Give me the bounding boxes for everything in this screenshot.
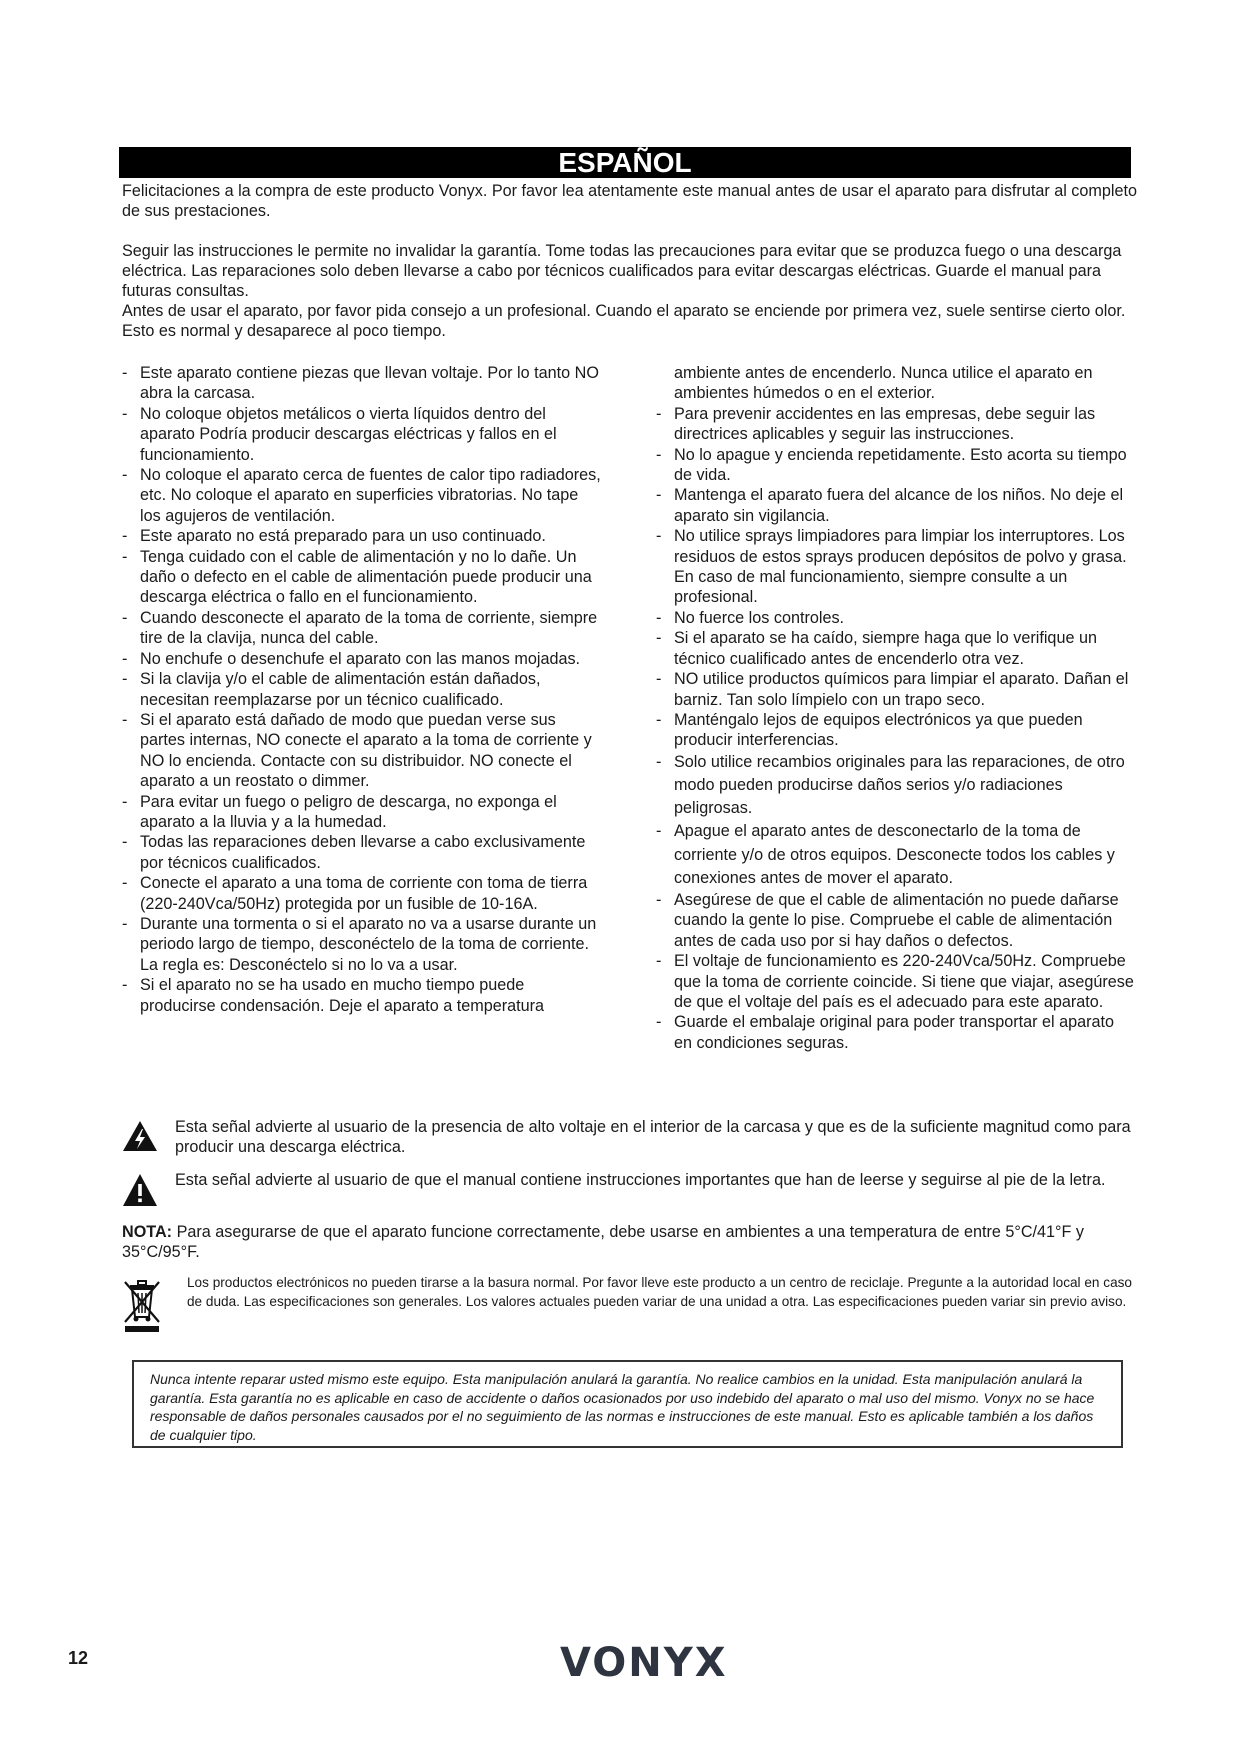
list-item: - Si el aparato no se ha usado en mucho tiempo puede producirse condensación. Deje el aparato a temperatura	[122, 976, 545, 1015]
list-item: - Para evitar un fuego o peligro de descarga, no exponga el aparato a la lluvia y a la humedad.	[122, 792, 557, 831]
note-label: NOTA:	[122, 1223, 173, 1241]
bullet-dash: -	[656, 952, 662, 971]
list-item: - Apague el aparato antes de desconectarlo de la toma de corriente y/o de otros equipos. Desconecte todos los cables y conexiones antes de mover el aparato.	[656, 822, 1115, 887]
list-item: - Asegúrese de que el cable de alimentación no puede dañarse cuando la gente lo pise. Compruebe el cable de alimentación antes de cada uso por si hay daños o defectos.	[656, 890, 1119, 950]
bullet-dash: -	[122, 649, 128, 668]
bullet-dash: -	[656, 710, 662, 729]
bullet-dash: -	[656, 890, 662, 909]
list-item: - No utilice sprays limpiadores para limpiar los interruptores. Los residuos de estos sprays producen depósitos de polvo y grasa. En caso de mal funcionamiento, siempre consulte a un profesional.	[656, 527, 1127, 607]
bullet-dash: -	[122, 833, 128, 852]
bullet-dash: -	[656, 629, 662, 648]
weee-crossed-bin-icon	[122, 1277, 162, 1333]
bullet-dash: -	[122, 874, 128, 893]
bullet-dash: -	[122, 608, 128, 627]
bullet-dash: -	[656, 822, 662, 841]
warranty-disclaimer-box	[132, 1360, 1123, 1448]
list-item: - No coloque objetos metálicos o vierta líquidos dentro del aparato Podría producir descargas eléctricas y fallos en el funcionamiento.	[122, 404, 557, 464]
section-title: ESPAÑOL	[119, 147, 1131, 178]
recycling-text: Los productos electrónicos no pueden tirarse a la basura normal. Por favor lleve este producto a un centro de reciclaje. Pregunte a la autoridad local en caso de duda. Las especificaciones son generales. Los valores actuales pueden variar de una unidad a otra. Las especificaciones pueden variar sin previo aviso.	[187, 1275, 1132, 1309]
list-item: - Si el aparato se ha caído, siempre haga que lo verifique un técnico cualificado antes de encenderlo otra vez.	[656, 629, 1097, 668]
list-item: - Solo utilice recambios originales para las reparaciones, de otro modo pueden producirse daños serios y/o radiaciones peligrosas.	[656, 752, 1125, 818]
list-item: - Este aparato no está preparado para un uso continuado.	[122, 527, 546, 546]
bullet-dash: -	[656, 752, 662, 771]
page-number: 12	[68, 1648, 89, 1668]
list-item: - Mantenga el aparato fuera del alcance de los niños. No deje el aparato sin vigilancia.	[656, 486, 1124, 525]
bullet-dash: -	[656, 527, 662, 546]
lightning-warning-icon	[122, 1120, 158, 1152]
safety-list-right	[656, 363, 1134, 1053]
temperature-note	[122, 1222, 1132, 1262]
bullet-dash: -	[656, 445, 662, 464]
list-item: - No lo apague y encienda repetidamente. Esto acorta su tiempo de vida.	[656, 445, 1127, 485]
list-item: - NO utilice productos químicos para limpiar el aparato. Dañan el barniz. Tan solo límpielo con un trapo seco.	[656, 670, 1129, 709]
intro-advice-text: Antes de usar el aparato, por favor pida consejo a un profesional. Cuando el aparato se enciende por primera vez, suele sentirse cierto olor. Esto es normal y desaparece al poco tiempo.	[122, 302, 1126, 340]
bullet-dash: -	[122, 547, 128, 566]
logo-text: VONYX	[560, 1640, 728, 1682]
exclamation-warning-icon	[122, 1173, 158, 1207]
recycling-notice	[122, 1273, 1132, 1311]
intro-warranty-text: Seguir las instrucciones le permite no invalidar la garantía. Tome todas las precauciones para evitar que se produzca fuego o una descarga eléctrica. Las reparaciones solo deben llevarse a cabo por técnicos cualificados para evitar descargas eléctricas. Guarde el manual para futuras consultas.	[122, 242, 1122, 300]
bullet-dash: -	[122, 364, 128, 382]
bullet-dash: -	[122, 710, 128, 729]
bullet-dash: -	[656, 1013, 662, 1032]
list-item: - Para prevenir accidentes en las empresas, debe seguir las directrices aplicables y seguir las instrucciones.	[656, 404, 1096, 444]
list-item: - No coloque el aparato cerca de fuentes de calor tipo radiadores, etc. No coloque el aparato en superficies vibratorias. No tape los agujeros de ventilación.	[122, 466, 601, 525]
instructions-warning	[122, 1170, 1132, 1190]
list-item: - Cuando desconecte el aparato de la toma de corriente, siempre tire de la clavija, nunca del cable.	[122, 608, 598, 648]
disclaimer-text: Nunca intente reparar usted mismo este equipo. Esta manipulación anulará la garantía. No realice cambios en la unidad. Esta manipulación anulará la garantía. Esta garantía no es aplicable en caso de accidente o daños ocasionados por uso indebido del aparato o mal uso del mismo. Vonyx no se hace responsable de daños personales causados por el no seguimiento de las normas e instrucciones de este manual. Esto es aplicable también a los daños de cualquier tipo.	[150, 1371, 1095, 1443]
note-text: Para asegurarse de que el aparato funcione correctamente, debe usarse en ambientes a una temperatura de entre 5°C/41°F y 35°C/95°F.	[122, 1223, 1084, 1261]
list-item: - El voltaje de funcionamiento es 220-240Vca/50Hz. Compruebe que la toma de corriente coincide. Si tiene que viajar, asegúrese de que el voltaje del país es el adecuado para este aparato.	[656, 952, 1134, 1011]
bullet-dash: -	[122, 466, 128, 485]
bullet-dash: -	[656, 608, 662, 627]
list-item: - Este aparato contiene piezas que llevan voltaje. Por lo tanto NO abra la carcasa.	[122, 364, 599, 403]
list-item: - Guarde el embalaje original para poder transportar el aparato en condiciones seguras.	[656, 1013, 1115, 1052]
bullet-dash: -	[122, 527, 128, 546]
list-item: - Durante una tormenta o si el aparato no va a usarse durante un periodo largo de tiempo, desconéctelo de la toma de corriente. La regla es: Desconéctelo si no lo va a usar.	[122, 914, 597, 974]
intro-paragraph-1: Felicitaciones a la compra de este producto Vonyx. Por favor lea atentamente este manual antes de usar el aparato para disfrutar al completo de sus prestaciones.	[122, 182, 1137, 220]
instructions-warning-text: Esta señal advierte al usuario de que el manual contiene instrucciones importantes que han de leerse y seguirse al pie de la letra.	[175, 1171, 1106, 1189]
high-voltage-warning-text: Esta señal advierte al usuario de la presencia de alto voltaje en el interior de la carcasa y que es de la suficiente magnitud como para producir una descarga eléctrica.	[175, 1118, 1131, 1156]
list-item: - Tenga cuidado con el cable de alimentación y no lo dañe. Un daño o defecto en el cable de alimentación puede producir una descarga eléctrica o fallo en el funcionamiento.	[122, 547, 592, 607]
bullet-dash: -	[122, 914, 128, 933]
vonyx-logo	[560, 1640, 740, 1682]
bullet-dash: -	[122, 976, 128, 995]
safety-list-left	[122, 363, 602, 1016]
bullet-dash: -	[122, 792, 128, 811]
bullet-dash: -	[122, 404, 128, 423]
high-voltage-warning	[122, 1117, 1132, 1157]
list-item: - Todas las reparaciones deben llevarse a cabo exclusivamente por técnicos cualificados.	[122, 833, 586, 872]
list-item-continuation: ambiente antes de encenderlo. Nunca utilice el aparato en ambientes húmedos o en el exterior.	[674, 364, 1093, 403]
bullet-dash: -	[122, 670, 128, 689]
bullet-dash: -	[656, 670, 662, 689]
list-item: - No enchufe o desenchufe el aparato con las manos mojadas.	[122, 649, 581, 668]
list-item: - No fuerce los controles.	[656, 608, 845, 627]
bullet-dash: -	[656, 486, 662, 505]
list-item: - Conecte el aparato a una toma de corriente con toma de tierra (220-240Vca/50Hz) protegida por un fusible de 10-16A.	[122, 874, 588, 913]
bullet-dash: -	[656, 404, 662, 423]
intro-paragraph-2	[122, 241, 1137, 341]
list-item: - Si el aparato está dañado de modo que puedan verse sus partes internas, NO conecte el aparato a la toma de corriente y NO lo encienda. Contacte con su distribuidor. NO conecte el aparato a un reostato o dimmer.	[122, 710, 592, 791]
list-item: - Manténgalo lejos de equipos electrónicos ya que pueden producir interferencias.	[656, 710, 1083, 750]
list-item: - Si la clavija y/o el cable de alimentación están dañados, necesitan reemplazarse por un técnico cualificado.	[122, 670, 541, 709]
